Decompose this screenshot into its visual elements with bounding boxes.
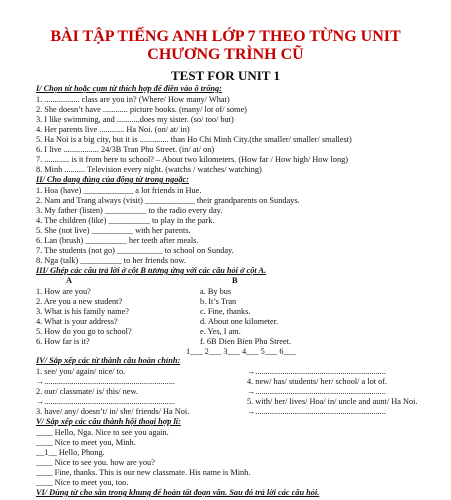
column-b-header: B bbox=[232, 276, 238, 285]
s5-item-6: ____ Nice to meet you, too. bbox=[36, 478, 129, 487]
s4-right-2: 4. new/ has/ students/ her/ school/ a lot of. bbox=[247, 377, 388, 386]
s2-item-6: 6. Lan (brush) __________ her teeth after meals. bbox=[36, 236, 199, 245]
s1-item-6: 6. I live ................. 24/3B Tran Phu Street. (in/ at/ on) bbox=[36, 145, 215, 154]
s3-question-3: 3. What is his family name? bbox=[36, 307, 129, 316]
section-3-heading: III/ Ghép các câu trả lời ở cột B tương ứng với các câu hỏi ở cột A. bbox=[36, 266, 267, 275]
s1-item-2: 2. She doesn’t have ............ picture books. (many/ lot of/ some) bbox=[36, 105, 247, 114]
s1-item-1: 1. ................. class are you in? (Where/ How many/ What) bbox=[36, 95, 230, 104]
section-2-heading: II/ Cho dạng đúng của động từ trong ngoặc: bbox=[36, 175, 189, 184]
s5-item-1: ____ Hello, Nga. Nice to see you again. bbox=[36, 428, 169, 437]
s1-item-4: 4. Her parents live ............ Ha Noi. (on/ at/ in) bbox=[36, 125, 190, 134]
s4-left-1: 1. see/ you/ again/ nice/ to. bbox=[36, 367, 126, 376]
s4-left-3: 2. our/ classmate/ is/ this/ new. bbox=[36, 387, 139, 396]
column-a-header: A bbox=[66, 276, 72, 285]
s5-item-4: ____ Nice to see you. how are you? bbox=[36, 458, 155, 467]
section-1-heading: I/ Chọn từ hoặc cụm từ thích hợp để điền vào ô trống: bbox=[36, 84, 222, 93]
s1-item-7: 7. ............ is it from here to school? – About two kilometers. (How far / How high/ How long) bbox=[36, 155, 349, 164]
test-title: TEST FOR UNIT 1 bbox=[171, 68, 280, 83]
s4-right-3: →............................................................... bbox=[247, 387, 386, 396]
s3-answer-key: 1___ 2___ 3___ 4___ 5___ 6___ bbox=[186, 347, 296, 356]
s4-right-5: →............................................................... bbox=[247, 407, 386, 416]
s1-item-8: 8. Minh .......... Television every night. (watchs / watches/ watching) bbox=[36, 165, 262, 174]
s2-item-5: 5. She (not live) __________ with her parents. bbox=[36, 226, 191, 235]
s3-answer-d: d. About one kilometer. bbox=[200, 317, 279, 326]
title-line-1: BÀI TẬP TIẾNG ANH LỚP 7 THEO TỪNG UNIT bbox=[50, 28, 401, 45]
s5-item-3: __1__ Hello, Phong. bbox=[36, 448, 105, 457]
s3-question-2: 2. Are you a new student? bbox=[36, 297, 123, 306]
s3-answer-f: f. 6B Dien Bien Phu Street. bbox=[200, 337, 292, 346]
s4-right-4: 5. with/ her/ lives/ Hoa/ in/ uncle and aunt/ Ha Noi. bbox=[247, 397, 418, 406]
s1-item-3: 3. I like swimming, and ...........does my sister. (so/ too/ but) bbox=[36, 115, 234, 124]
s3-question-1: 1. How are you? bbox=[36, 287, 91, 296]
s4-left-2: →............................................................... bbox=[36, 377, 175, 386]
s5-item-5: ____ Fine, thanks. This is our new classmate. His name is Minh. bbox=[36, 468, 251, 477]
s5-item-2: ____ Nice to meet you, Minh. bbox=[36, 438, 136, 447]
s3-question-4: 4. What is your address? bbox=[36, 317, 118, 326]
s3-answer-c: c. Fine, thanks. bbox=[200, 307, 251, 316]
title-line-2: CHƯƠNG TRÌNH CŨ bbox=[147, 46, 304, 63]
s2-item-4: 4. The children (like) __________ to play in the park. bbox=[36, 216, 215, 225]
s2-item-2: 2. Nam and Trang always (visit) ____________ their grandparents on Sundays. bbox=[36, 196, 300, 205]
s4-left-5: 3. have/ any/ doesn’t/ in/ she/ friends/ Ha Noi. bbox=[36, 407, 190, 416]
s1-item-5: 5. Ha Noi is a big city, but it is .............. than Ho Chi Minh City.(the smaller/ smaller/ smallest) bbox=[36, 135, 352, 144]
s2-item-8: 8. Nga (talk) __________ to her friends now. bbox=[36, 256, 186, 265]
s2-item-7: 7. The students (not go) ___________ to school on Sunday. bbox=[36, 246, 234, 255]
section-5-heading: V/ Sắp xếp các câu thành hội thoại hợp lí: bbox=[36, 417, 181, 426]
s3-answer-e: e. Yes, I am. bbox=[200, 327, 241, 336]
section-6-heading: VI/ Dùng từ cho sẵn trong khung để hoàn tất đoạn văn. Sau đó trả lời các câu hỏi. bbox=[36, 488, 320, 497]
s3-answer-a: a. By bus bbox=[200, 287, 232, 296]
s4-left-4: →............................................................... bbox=[36, 397, 175, 406]
s2-item-1: 1. Hoa (have) ____________ a lot friends in Hue. bbox=[36, 186, 202, 195]
s4-right-1: →............................................................... bbox=[247, 367, 386, 376]
s3-question-5: 5. How do you go to school? bbox=[36, 327, 132, 336]
section-4-heading: IV/ Sắp xếp các từ thành câu hoàn chỉnh: bbox=[36, 356, 181, 365]
s3-answer-b: b. It’s Tran bbox=[200, 297, 237, 306]
s3-question-6: 6. How far is it? bbox=[36, 337, 90, 346]
s2-item-3: 3. My father (listen) __________ to the radio every day. bbox=[36, 206, 223, 215]
